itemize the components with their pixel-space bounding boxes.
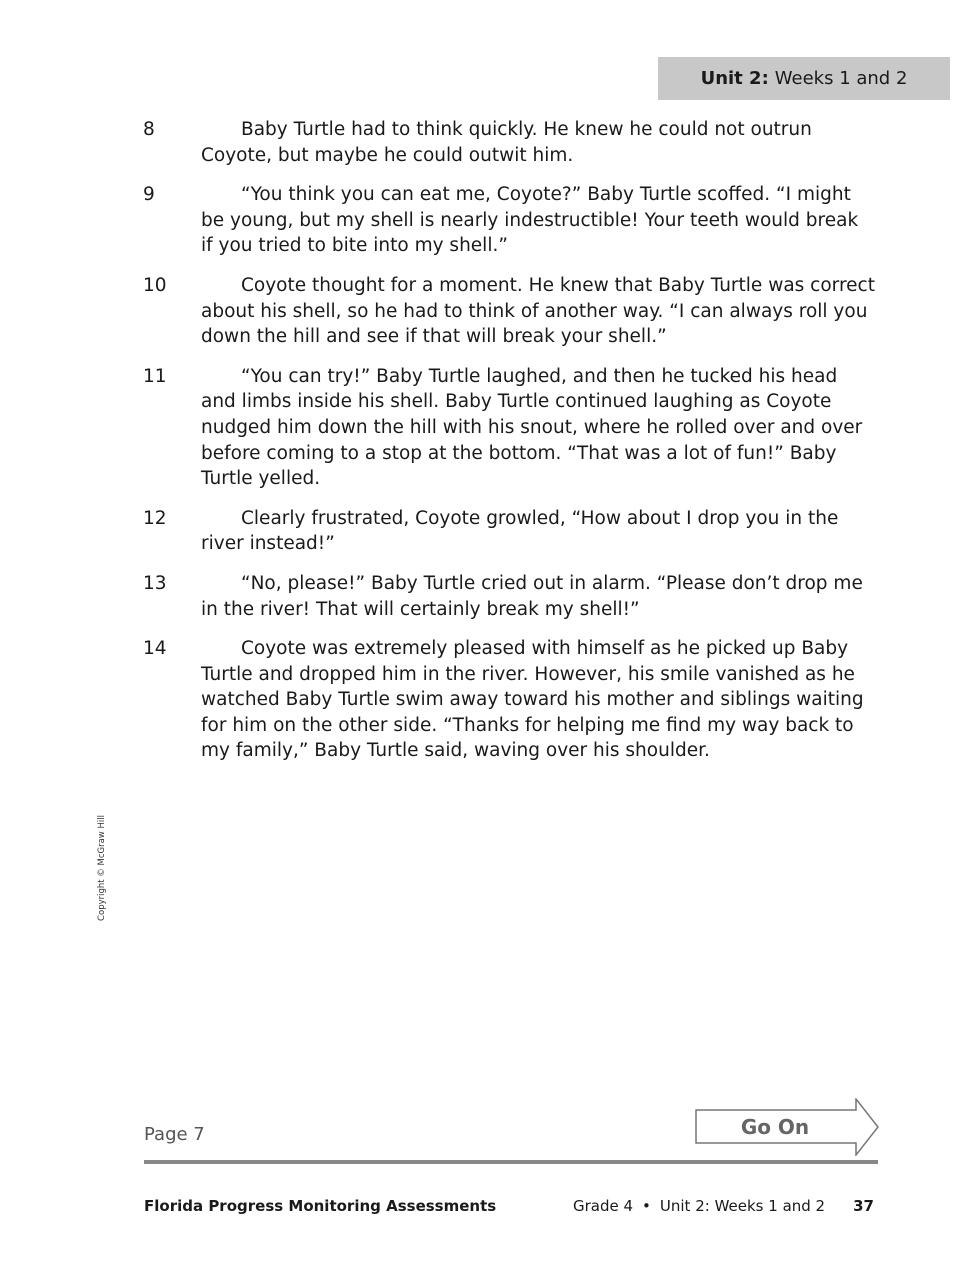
unit-header-tab — [658, 57, 950, 100]
paragraph-number: 11 — [143, 365, 167, 387]
paragraph-text: “No, please!” Baby Turtle cried out in alarm. “Please don’t drop me in the river! That will certainly break my shell!” — [201, 572, 863, 620]
copyright-notice: Copyright © McGraw Hill — [97, 815, 107, 921]
paragraph-14 — [143, 636, 883, 764]
paragraph-text: Coyote thought for a moment. He knew that Baby Turtle was correct about his shell, so he had to think of another way. “I can always roll you down the hill and see if that will break your shell.” — [201, 274, 875, 348]
paragraph-text: “You think you can eat me, Coyote?” Baby Turtle scoffed. “I might be young, but my shell is nearly indestructible! Your teeth would break if you tried to bite into my shell.” — [201, 184, 859, 257]
paragraph-number: 9 — [143, 184, 155, 206]
paragraph-text: “You can try!” Baby Turtle laughed, and then he tucked his head and limbs inside his shell. Baby Turtle continued laughing as Coyote nudged him down the hill with his snout, where he rolled over and over before coming to a stop at the bottom. “That was a lot of fun!” Baby Turtle yelled. — [201, 365, 863, 490]
footer-title: Florida Progress Monitoring Assessments — [144, 1197, 497, 1215]
paragraph-number: 10 — [143, 274, 167, 296]
paragraph-8 — [143, 117, 883, 168]
paragraph-text: Coyote was extremely pleased with himself as he picked up Baby Turtle and dropped him in the river. However, his smile vanished as he watched Baby Turtle swim away toward his mother and siblings waiting for him on the other side. “Thanks for helping me find my way back to my family,” Baby Turtle said, waving over his shoulder. — [201, 638, 864, 762]
paragraph-number: 12 — [143, 507, 167, 529]
paragraph-9 — [143, 182, 883, 259]
paragraph-11 — [143, 364, 883, 492]
footer-info — [573, 1197, 874, 1215]
paragraph-text: Clearly frustrated, Coyote growled, “How about I drop you in the river instead!” — [201, 507, 839, 555]
weeks-label: Weeks 1 and 2 — [774, 68, 908, 89]
unit-label: Unit 2: — [700, 68, 769, 89]
paragraph-number: 14 — [143, 638, 167, 660]
page-label: Page 7 — [144, 1124, 205, 1145]
footer-bullet: • — [642, 1197, 651, 1215]
paragraph-text: Baby Turtle had to think quickly. He knew he could not outrun Coyote, but maybe he could outwit him. — [201, 119, 812, 166]
paragraph-13 — [143, 571, 883, 622]
paragraph-number: 13 — [143, 572, 167, 594]
footer-unit: Unit 2: Weeks 1 and 2 — [659, 1197, 826, 1215]
paragraph-12 — [143, 506, 883, 557]
paragraph-10 — [143, 273, 883, 350]
passage — [143, 117, 883, 778]
go-on-label: Go On — [740, 1115, 810, 1139]
go-on-button[interactable] — [695, 1098, 880, 1156]
page-number: 37 — [853, 1197, 874, 1215]
footer-grade: Grade 4 — [573, 1197, 634, 1215]
divider — [144, 1160, 878, 1164]
paragraph-number: 8 — [143, 119, 155, 140]
